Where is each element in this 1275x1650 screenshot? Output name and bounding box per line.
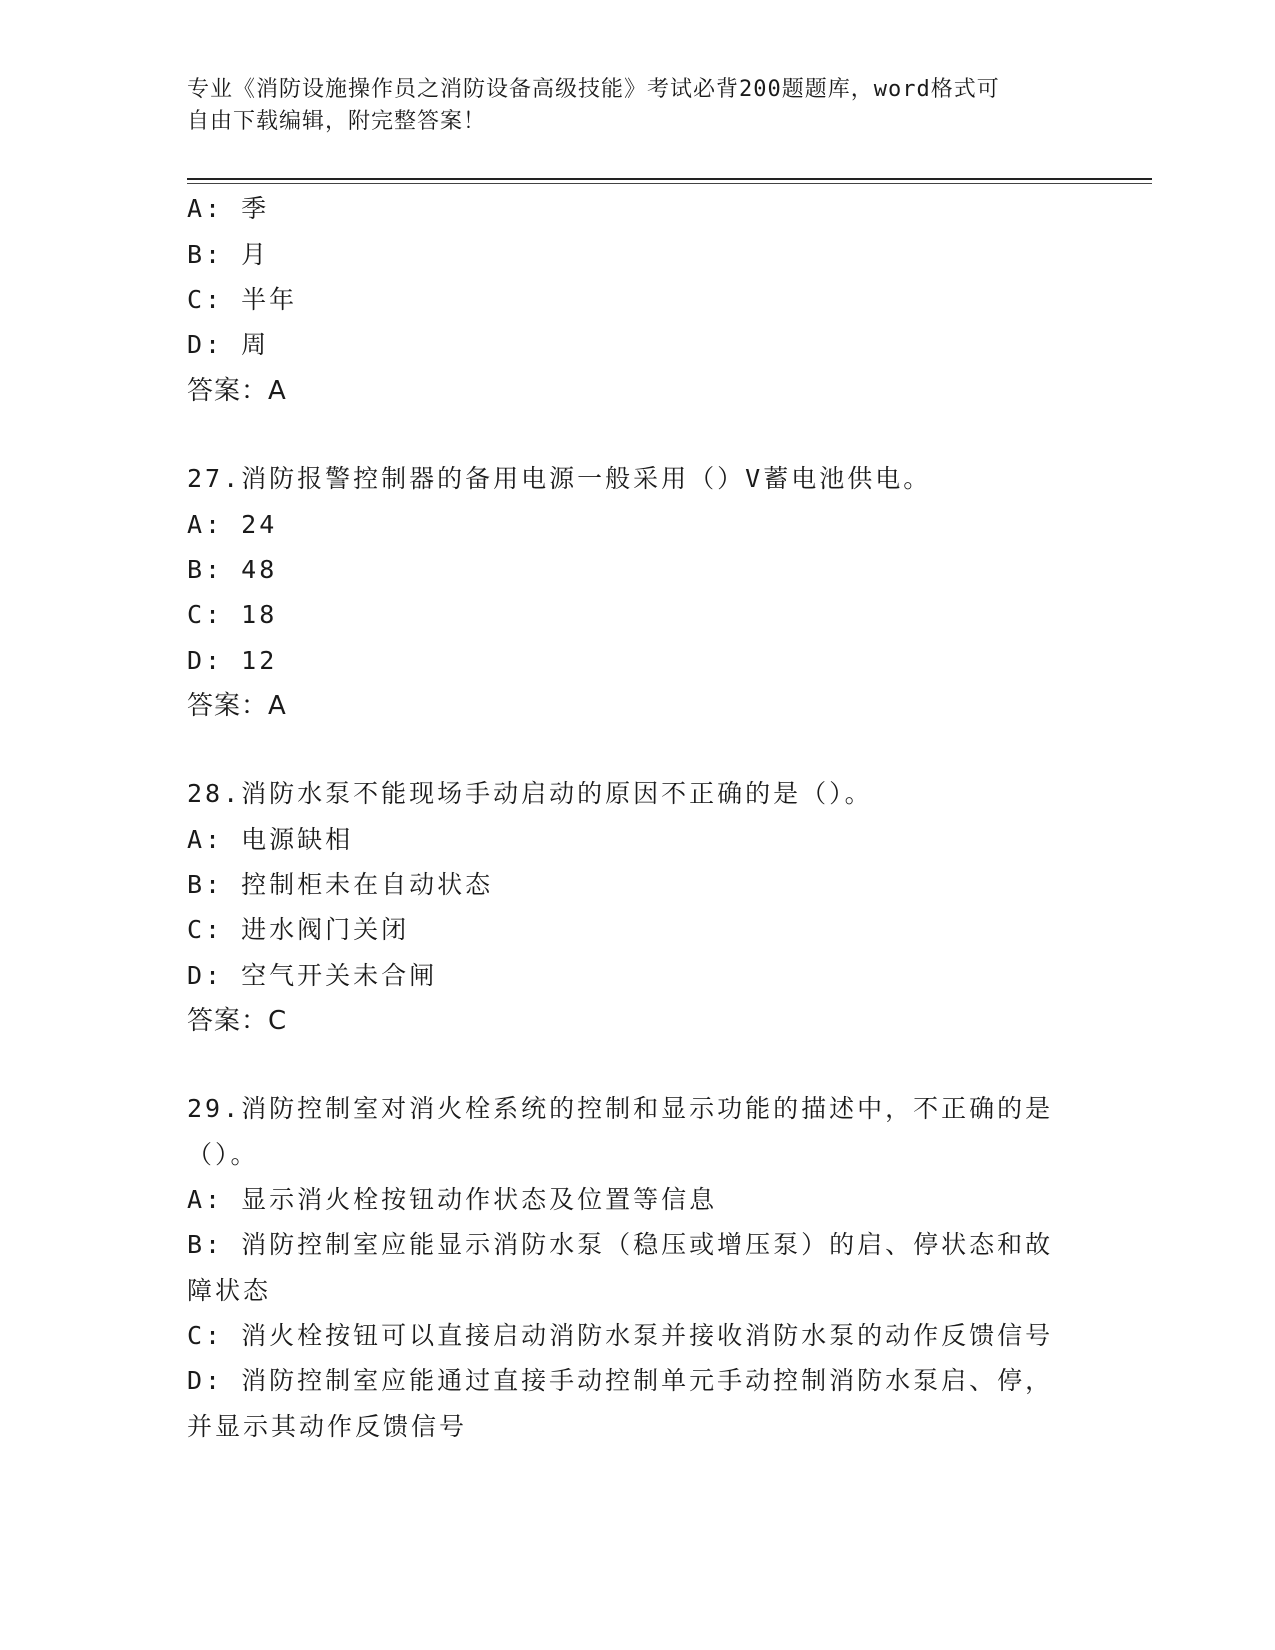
q27-question: 27.消防报警控制器的备用电源一般采用（）V蓄电池供电。	[187, 464, 932, 493]
q28-option-b: B: 控制柜未在自动状态	[187, 870, 494, 899]
q28-option-d: D: 空气开关未合闸	[187, 961, 438, 990]
q28-option-c: C: 进水阀门关闭	[187, 915, 410, 944]
q29-question-line-1: 29.消防控制室对消火栓系统的控制和显示功能的描述中，不正确的是	[187, 1094, 1054, 1123]
q28-question: 28.消防水泵不能现场手动启动的原因不正确的是（）。	[187, 779, 873, 808]
q26-option-c: C: 半年	[187, 285, 298, 314]
q27-option-d: D: 12	[187, 646, 278, 675]
q27-answer: 答案：A	[187, 691, 287, 721]
document-header	[187, 74, 1067, 138]
q26-answer: 答案：A	[187, 376, 287, 406]
q29-option-b-line-1: B: 消防控制室应能显示消防水泵（稳压或增压泵）的启、停状态和故	[187, 1230, 1054, 1259]
q29-option-a: A: 显示消火栓按钮动作状态及位置等信息	[187, 1185, 718, 1214]
q29-option-b-line-2: 障状态	[187, 1276, 272, 1305]
q27-option-a: A: 24	[187, 510, 278, 539]
q28-option-a: A: 电源缺相	[187, 825, 354, 854]
q29-option-d-line-1: D: 消防控制室应能通过直接手动控制单元手动控制消防水泵启、停，	[187, 1366, 1054, 1395]
q26-option-d: D: 周	[187, 330, 270, 359]
q27-option-b: B: 48	[187, 555, 278, 584]
q27-option-c: C: 18	[187, 600, 278, 629]
q26-option-b: B: 月	[187, 240, 270, 269]
header-divider-thick	[187, 178, 1152, 180]
header-line-1: 专业《消防设施操作员之消防设备高级技能》考试必背200题题库，word格式可	[187, 77, 1000, 102]
header-line-2: 自由下载编辑，附完整答案！	[187, 109, 487, 134]
q28-answer: 答案：C	[187, 1006, 288, 1036]
q26-option-a: A: 季	[187, 194, 270, 223]
header-divider-thin	[187, 183, 1152, 184]
q29-question-line-2: （）。	[187, 1140, 259, 1169]
q29-option-c: C: 消火栓按钮可以直接启动消防水泵并接收消防水泵的动作反馈信号	[187, 1321, 1054, 1350]
q29-option-d-line-2: 并显示其动作反馈信号	[187, 1412, 468, 1441]
